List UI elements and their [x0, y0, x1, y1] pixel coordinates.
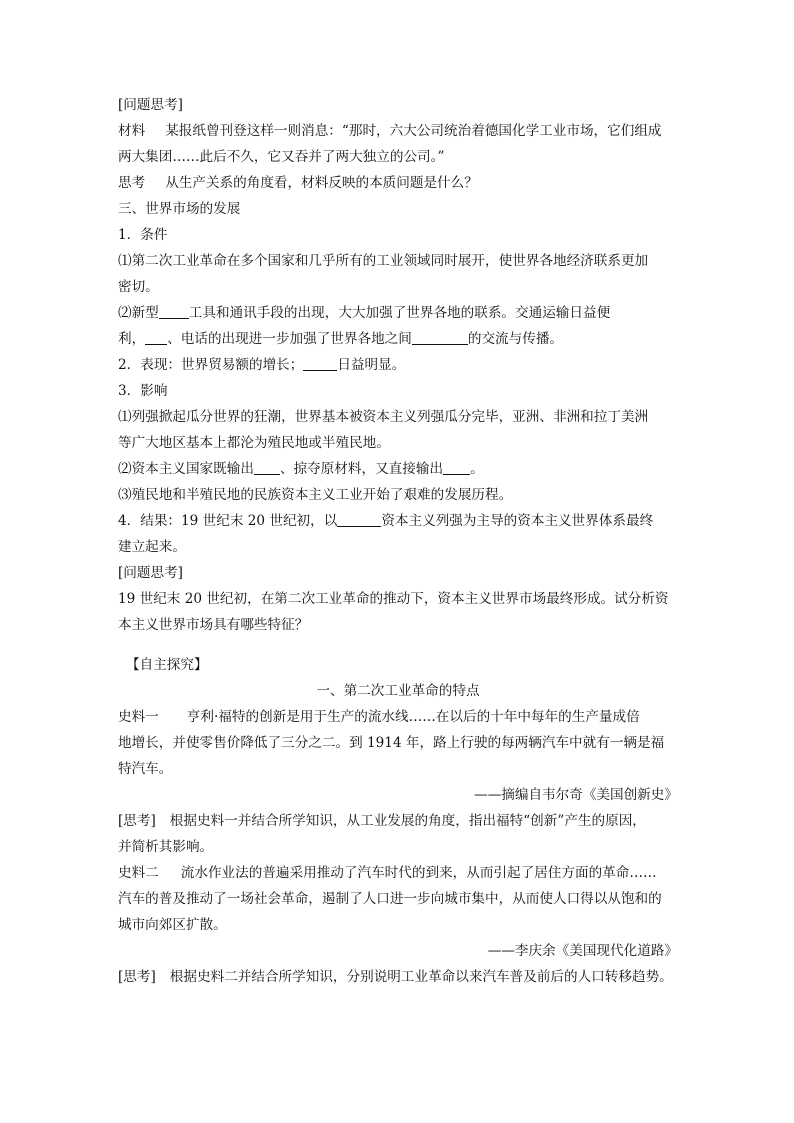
explore-subtitle: 一、第二次工业革命的特点	[316, 683, 480, 699]
text-segment: 的交流与传播。	[467, 331, 564, 347]
text-segment: 、电话的出现进一步加强了世界各地之间	[167, 331, 412, 347]
fill-blank	[303, 355, 337, 371]
think-2-line-1	[118, 964, 678, 990]
think-line-1	[118, 170, 678, 196]
text-segment: 2．表现：世界贸易额的增长；	[118, 357, 304, 373]
impact-1-line-1: ⑴列强掀起瓜分世界的狂潮，世界基本被资本主义列强瓜分完毕，亚洲、非洲和拉丁美洲	[118, 409, 649, 425]
think-2-label: [思考]	[118, 969, 156, 985]
section-title: 三、世界市场的发展	[118, 201, 241, 217]
source-1-line-2: 地增长，并使零售价降低了三分之二。到 1914 年，路上行驶的每两辆汽车中就有一辆是福	[118, 735, 665, 751]
result-line-1	[118, 508, 678, 534]
text-segment: ⑵资本主义国家既输出	[118, 461, 254, 477]
source-2-label: 史料二	[118, 865, 159, 881]
text-segment: 日益明显。	[337, 357, 406, 373]
source-1-label: 史料一	[118, 709, 159, 725]
text-segment: 亨利·福特的创新是用于生产的流水线……在以后的十年中每年的生产量成倍	[186, 709, 640, 725]
text-segment: ⑵新型	[118, 305, 159, 321]
explore-heading: 【自主探究】	[126, 657, 208, 673]
text-segment: 、掠夺原材料，又直接输出	[279, 461, 444, 477]
fill-blank	[159, 303, 189, 319]
fill-blank	[412, 329, 468, 345]
text-segment: 4．结果：19 世纪末 20 世纪初，以	[118, 513, 338, 529]
text-segment: 利，	[118, 331, 146, 347]
condition-1-line-2: 密切。	[118, 279, 159, 295]
source-2-line-1	[118, 860, 678, 886]
think-1-line-1	[118, 808, 678, 834]
condition-2-line-1	[118, 300, 678, 326]
material-line-1	[118, 118, 678, 144]
question-2-line-1: 19 世纪末 20 世纪初，在第二次工业革命的推动下，资本主义世界市场最终形成。试分析资	[118, 591, 669, 607]
fill-blank	[145, 329, 167, 345]
think-1-label: [思考]	[118, 813, 156, 829]
condition-title: 1．条件	[118, 227, 168, 243]
text-segment: 根据史料一并结合所学知识，从工业发展的角度，指出福特“创新”产生的原因，	[169, 813, 646, 829]
text-segment: 工具和通讯手段的出现，大大加强了世界各地的联系。交通运输日益便	[188, 305, 611, 321]
source-1-citation: ——摘编自韦尔奇《美国创新史》	[474, 787, 678, 803]
impact-1-line-2: 等广大地区基本上都沦为殖民地或半殖民地。	[118, 435, 390, 451]
impact-3-line: ⑶殖民地和半殖民地的民族资本主义工业开始了艰难的发展历程。	[118, 487, 513, 503]
material-line-2: 两大集团……此后不久，它又吞并了两大独立的公司。”	[118, 149, 445, 165]
text-segment: 。	[470, 461, 484, 477]
question-heading-2: [问题思考]	[118, 565, 183, 581]
condition-1-line-1: ⑴第二次工业革命在多个国家和几乎所有的工业领域同时展开，使世界各地经济联系更加	[118, 253, 649, 269]
performance-line	[118, 352, 678, 378]
text-segment: 流水作业法的普遍采用推动了汽车时代的到来，从而引起了居住方面的革命……	[180, 865, 657, 881]
text-segment: 资本主义列强为主导的资本主义世界体系最终	[381, 513, 654, 529]
think-label: 思考	[118, 175, 146, 191]
text-segment: 根据史料二并结合所学知识，分别说明工业革命以来汽车普及前后的人口转移趋势。	[169, 969, 673, 985]
source-2-line-3: 城市向郊区扩散。	[118, 917, 227, 933]
result-line-2: 建立起来。	[118, 539, 186, 555]
source-2-citation: ——李庆余《美国现代化道路》	[487, 943, 678, 959]
question-2-line-2: 本主义世界市场具有哪些特征？	[118, 617, 309, 633]
source-1-line-3: 特汽车。	[118, 761, 173, 777]
material-label: 材料	[118, 123, 146, 139]
fill-blank	[337, 511, 381, 527]
source-1-line-1	[118, 704, 678, 730]
think-text: 从生产关系的角度看，材料反映的本质问题是什么？	[165, 175, 478, 191]
fill-blank	[254, 459, 280, 475]
source-2-line-2: 汽车的普及推动了一场社会革命，遏制了人口进一步向城市集中，从而使人口得以从饱和的	[118, 891, 662, 907]
condition-2-line-2	[118, 326, 678, 352]
question-heading-1: [问题思考]	[118, 97, 183, 113]
think-1-line-2: 并简析其影响。	[118, 839, 214, 855]
impact-title: 3．影响	[118, 383, 168, 399]
fill-blank	[443, 459, 470, 475]
page-content	[118, 92, 678, 990]
impact-2-line	[118, 456, 678, 482]
material-text-1: 某报纸曾刊登这样一则消息：“那时，六大公司统治着德国化学工业市场，它们组成	[165, 123, 662, 139]
